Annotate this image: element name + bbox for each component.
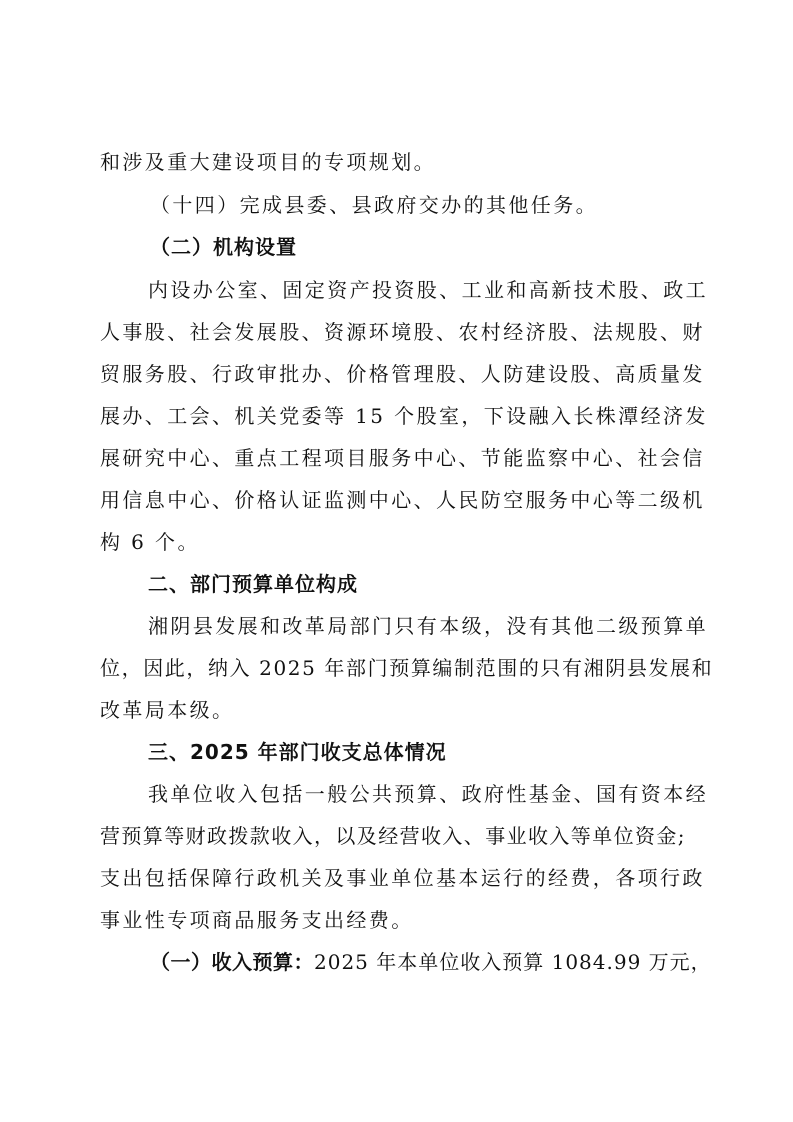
paragraph-line: 营预算等财政拨款收入，以及经营收入、事业收入等单位资金;	[100, 824, 686, 848]
paragraph-line: 展办、工会、机关党委等 15 个股室，下设融入长株潭经济发	[100, 404, 708, 428]
paragraph-line: 事业性专项商品服务支出经费。	[100, 908, 414, 932]
paragraph-line: 用信息中心、价格认证监测中心、人民防空服务中心等二级机	[100, 488, 705, 512]
paragraph-line: 构 6 个。	[100, 530, 200, 554]
paragraph-line: 改革局本级。	[100, 698, 235, 722]
paragraph-line: 位，因此，纳入 2025 年部门预算编制范围的只有湘阴县发展和	[100, 656, 714, 680]
paragraph-line: 内设办公室、固定资产投资股、工业和高新技术股、政工	[148, 278, 708, 302]
list-item-14: （十四）完成县委、县政府交办的其他任务。	[150, 193, 598, 217]
paragraph-line: 贸服务股、行政审批办、价格管理股、人防建设股、高质量发	[100, 362, 705, 386]
paragraph-line: 展研究中心、重点工程项目服务中心、节能监察中心、社会信	[100, 446, 705, 470]
paragraph-line: 和涉及重大建设项目的专项规划。	[100, 150, 436, 174]
paragraph-line: 我单位收入包括一般公共预算、政府性基金、国有资本经	[148, 782, 708, 806]
income-budget-label: （一）收入预算：	[150, 950, 314, 974]
income-budget-line	[150, 950, 750, 974]
paragraph-line: 湘阴县发展和改革局部门只有本级，没有其他二级预算单	[148, 614, 708, 638]
section-heading-overall-budget: 三、2025 年部门收支总体情况	[148, 740, 447, 764]
paragraph-line: 支出包括保障行政机关及事业单位基本运行的经费，各项行政	[100, 866, 705, 890]
income-budget-text: 2025 年本单位收入预算 1084.99 万元，	[314, 950, 712, 974]
paragraph-line: 人事股、社会发展股、资源环境股、农村经济股、法规股、财	[100, 320, 705, 344]
section-heading-budget-units: 二、部门预算单位构成	[148, 572, 358, 596]
section-heading-org-structure: （二）机构设置	[150, 235, 297, 259]
